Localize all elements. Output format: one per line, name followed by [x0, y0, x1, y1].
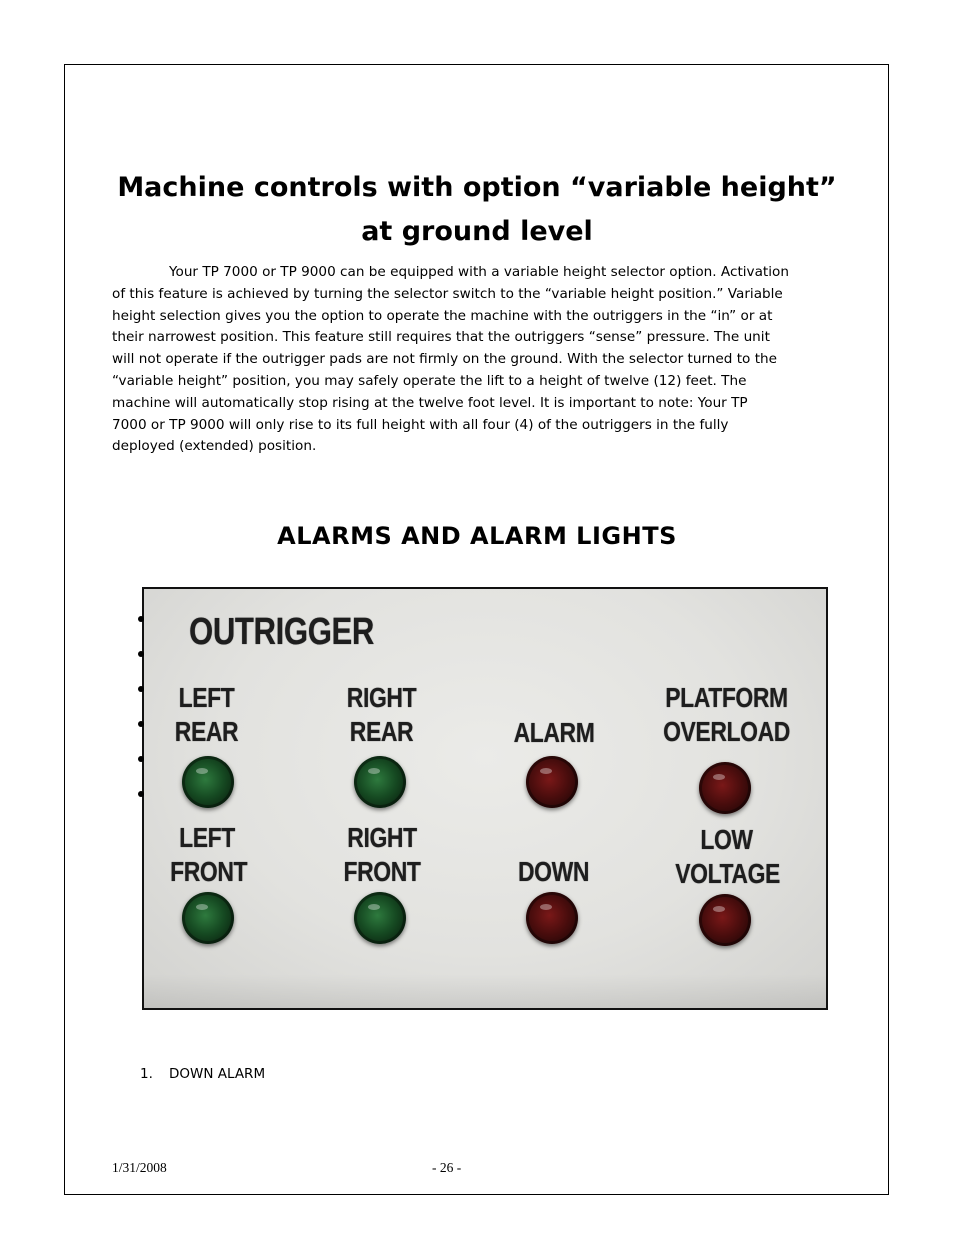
panel-header-label: OUTRIGGER — [189, 611, 375, 653]
list-item-text: DOWN ALARM — [169, 1066, 266, 1082]
bullet-dot — [138, 721, 144, 727]
paragraph-line: height selection gives you the option to operate the machine with the outriggers in the “in” or at — [112, 307, 773, 324]
intro-paragraph — [112, 262, 847, 458]
page-title-line-2: at ground level — [361, 216, 593, 247]
left-front-label: LEFT FRONT — [170, 822, 248, 887]
low-voltage-label: LOW VOLTAGE — [675, 824, 780, 889]
paragraph-line: of this feature is achieved by turning the selector switch to the “variable height position.” Variable — [112, 285, 783, 302]
footer-page-number: - 26 - — [432, 1160, 462, 1175]
list-item-number: 1. — [140, 1066, 153, 1082]
paragraph-line: “variable height” position, you may safely operate the lift to a height of twelve (12) feet. The — [112, 372, 747, 389]
photo-shading — [144, 974, 826, 1008]
platform-overload-label: PLATFORM OVERLOAD — [663, 682, 790, 747]
right-rear-indicator-lamp — [354, 756, 406, 808]
outrigger-panel-photo — [142, 587, 828, 1010]
bullet-dot — [138, 791, 144, 797]
left-rear-label: LEFT REAR — [174, 682, 239, 747]
right-rear-label: RIGHT REAR — [346, 682, 417, 747]
paragraph-line: 7000 or TP 9000 will only rise to its full height with all four (4) of the outriggers in the fully — [112, 416, 729, 433]
paragraph-line: machine will automatically stop rising at the twelve foot level. It is important to note: Your TP — [112, 394, 748, 411]
platform-overload-indicator-lamp — [699, 762, 751, 814]
section-heading: ALARMS AND ALARM LIGHTS — [277, 522, 677, 550]
paragraph-line: will not operate if the outrigger pads are not firmly on the ground. With the selector turned to the — [112, 351, 777, 368]
alarm-indicator-lamp — [526, 756, 578, 808]
left-front-indicator-lamp — [182, 892, 234, 944]
down-indicator-lamp — [526, 892, 578, 944]
down-label: DOWN — [517, 856, 590, 887]
left-rear-indicator-lamp — [182, 756, 234, 808]
right-front-indicator-lamp — [354, 892, 406, 944]
paragraph-line: Your TP 7000 or TP 9000 can be equipped with a variable height selector option. Activation — [169, 264, 789, 280]
alarm-label: ALARM — [513, 717, 595, 748]
bullet-dot — [138, 686, 144, 692]
bullet-dot — [138, 616, 144, 622]
footer-date: 1/31/2008 — [112, 1160, 167, 1175]
paragraph-line: their narrowest position. This feature still requires that the outriggers “sense” pressure. The unit — [112, 329, 770, 346]
page-title-line-1: Machine controls with option “variable height” — [117, 172, 837, 203]
low-voltage-indicator-lamp — [699, 894, 751, 946]
right-front-label: RIGHT FRONT — [343, 822, 421, 887]
numbered-list-item — [140, 1066, 265, 1082]
bullet-dot — [138, 651, 144, 657]
bullet-dot — [138, 756, 144, 762]
paragraph-line: deployed (extended) position. — [112, 438, 317, 455]
